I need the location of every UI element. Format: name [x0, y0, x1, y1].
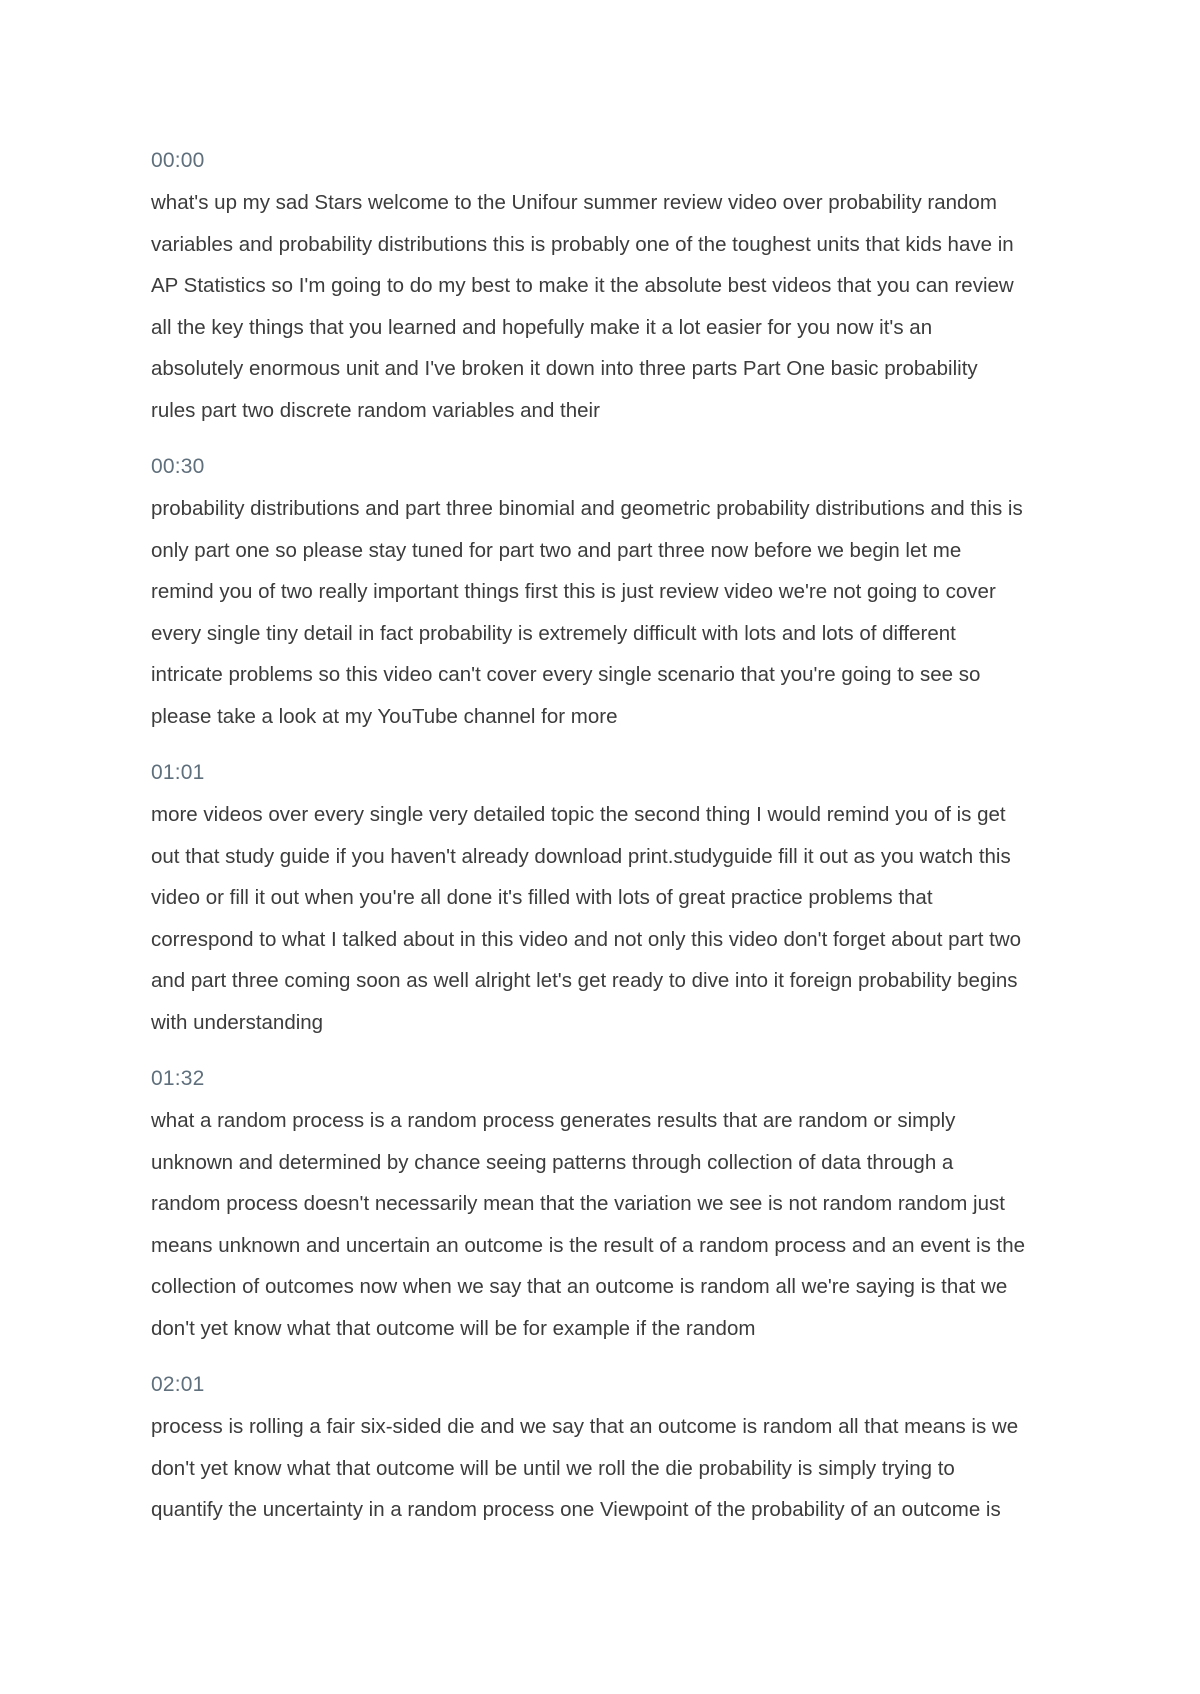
- transcript-text: [151, 794, 1071, 1043]
- transcript-line: remind you of two really important things first this is just review video we're not going to cover: [151, 580, 996, 603]
- transcript-line: don't yet know what that outcome will be until we roll the die probability is simply trying to: [151, 1456, 955, 1480]
- transcript-line: process is rolling a fair six-sided die and we say that an outcome is random all that means is we: [151, 1415, 1019, 1438]
- segment-spacer: [151, 1349, 1071, 1364]
- transcript-text: [151, 1406, 1071, 1531]
- transcript-line: what's up my sad Stars welcome to the Unifour summer review video over probability random: [151, 191, 997, 214]
- timestamp: 00:00: [151, 149, 205, 172]
- transcript-line: with understanding: [151, 1010, 324, 1034]
- transcript-text: [151, 488, 1071, 737]
- transcript-line: absolutely enormous unit and I've broken it down into three parts Part One basic probability: [151, 357, 978, 380]
- segment-spacer: [151, 1043, 1071, 1058]
- timestamp: 01:01: [151, 761, 205, 784]
- timestamp: 00:30: [151, 455, 205, 478]
- transcript-text: [151, 1100, 1071, 1349]
- transcript-segment: [151, 140, 1071, 431]
- transcript-line: don't yet know what that outcome will be for example if the random: [151, 1316, 756, 1340]
- transcript-line: only part one so please stay tuned for part two and part three now before we begin let me: [151, 538, 962, 562]
- transcript-line: every single tiny detail in fact probability is extremely difficult with lots and lots of different: [151, 621, 956, 645]
- transcript-page: [151, 140, 1071, 1531]
- segment-spacer: [151, 737, 1071, 752]
- transcript-line: more videos over every single very detailed topic the second thing I would remind you of is get: [151, 803, 1006, 826]
- transcript-line: what a random process is a random process generates results that are random or simply: [151, 1109, 956, 1132]
- transcript-line: quantify the uncertainty in a random process one Viewpoint of the probability of an outcome is: [151, 1498, 1001, 1521]
- timestamp: 01:32: [151, 1067, 205, 1090]
- transcript-line: random process doesn't necessarily mean that the variation we see is not random random just: [151, 1192, 1005, 1215]
- transcript-line: and part three coming soon as well alright let's get ready to dive into it foreign probability begins: [151, 969, 1018, 992]
- transcript-line: probability distributions and part three binomial and geometric probability distributions and this is: [151, 497, 1023, 520]
- segment-spacer: [151, 431, 1071, 446]
- transcript-line: means unknown and uncertain an outcome is the result of a random process and an event is the: [151, 1233, 1026, 1257]
- transcript-line: rules part two discrete random variables and their: [151, 398, 600, 422]
- transcript-line: all the key things that you learned and hopefully make it a lot easier for you now it's an: [151, 315, 933, 339]
- transcript-line: correspond to what I talked about in this video and not only this video don't forget about part two: [151, 927, 1022, 951]
- transcript-segment: [151, 752, 1071, 1043]
- timestamp: 02:01: [151, 1373, 205, 1396]
- transcript-line: collection of outcomes now when we say that an outcome is random all we're saying is that we: [151, 1275, 1008, 1298]
- transcript-segment: [151, 446, 1071, 737]
- transcript-segment: [151, 1364, 1071, 1531]
- transcript-line: AP Statistics so I'm going to do my best to make it the absolute best videos that you can review: [151, 274, 1014, 297]
- transcript-line: intricate problems so this video can't cover every single scenario that you're going to see so: [151, 663, 981, 686]
- transcript-line: variables and probability distributions this is probably one of the toughest units that kids have in: [151, 232, 1014, 256]
- transcript-segment: [151, 1058, 1071, 1349]
- transcript-text: [151, 182, 1071, 431]
- transcript-line: please take a look at my YouTube channel for more: [151, 704, 618, 728]
- transcript-line: video or fill it out when you're all done it's filled with lots of great practice problems that: [151, 886, 933, 909]
- transcript-line: out that study guide if you haven't already download print.studyguide fill it out as you watch this: [151, 844, 1011, 868]
- transcript-line: unknown and determined by chance seeing patterns through collection of data through a: [151, 1150, 954, 1174]
